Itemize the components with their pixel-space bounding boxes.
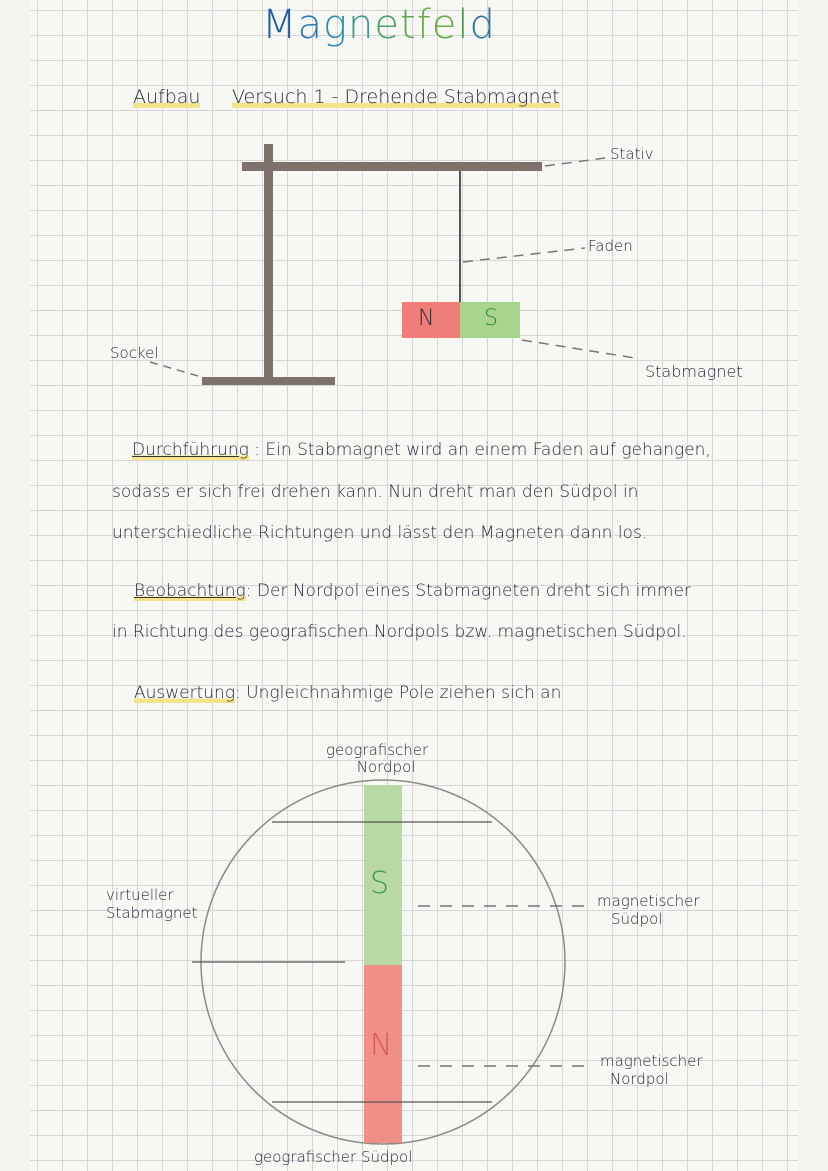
magnet-north-label: N — [418, 306, 435, 331]
page-title: Magnetfeld — [262, 2, 496, 48]
thread-label: Faden — [588, 237, 633, 255]
magnet-label: Stabmagnet — [645, 362, 743, 381]
experiment-title: Versuch 1 - Drehende Stabmagnet — [232, 86, 560, 108]
virtual-magnet-label: virtueller Stabmagnet — [106, 886, 198, 922]
stand-label: Stativ — [610, 145, 654, 163]
observation-line-2: in Richtung des geografischen Nordpols bzw. magnetischen Südpol. — [112, 622, 687, 642]
setup-heading: Aufbau — [133, 86, 201, 108]
earth-magnet-south-label: S — [370, 866, 390, 901]
procedure-line-2: sodass er sich frei drehen kann. Nun dreht man den Südpol in — [112, 482, 639, 502]
observation-line-1: Beobachtung: Der Nordpol eines Stabmagneten dreht sich immer — [134, 581, 691, 601]
base-label: Sockel — [110, 344, 159, 362]
earth-magnet-north-label: N — [370, 1028, 393, 1063]
geographic-north-label: geografischer Nordpol — [326, 741, 429, 776]
magnetic-south-label: magnetischer Südpol — [597, 892, 700, 928]
geographic-south-label: geografischer Südpol — [254, 1148, 413, 1166]
magnetic-north-label: magnetischer Nordpol — [600, 1052, 703, 1088]
evaluation-line: Auswertung: Ungleichnahmige Pole ziehen sich an — [134, 683, 562, 703]
procedure-line-1: Durchführung : Ein Stabmagnet wird an einem Faden auf gehangen, — [132, 440, 711, 460]
magnet-south-label: S — [484, 306, 498, 331]
procedure-line-3: unterschiedliche Richtungen und lässt den Magneten dann los. — [112, 523, 648, 543]
